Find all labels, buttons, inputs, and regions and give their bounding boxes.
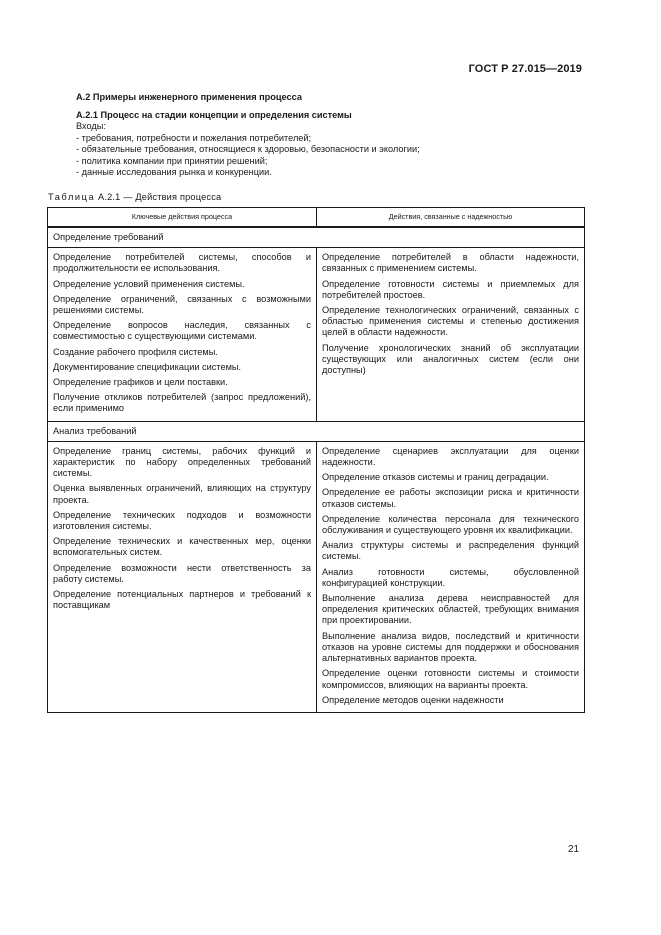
section-heading: А.2 Примеры инженерного применения процесса xyxy=(76,92,302,102)
list-item: Создание рабочего профиля системы. xyxy=(53,346,218,357)
list-item: Анализ готовности системы, обусловленной конфигурацией конструкции. xyxy=(322,566,579,588)
table-row xyxy=(48,248,585,421)
list-item: - обязательные требования, относящиеся к здоровью, безопасности и экологии; xyxy=(76,144,420,154)
list-item: - требования, потребности и пожелания потребителей; xyxy=(76,132,312,143)
section-title-requirements-analysis: Анализ требований xyxy=(48,421,585,441)
table-row xyxy=(48,441,585,712)
table-section-row xyxy=(48,421,585,441)
table-caption-title: А.2.1 — Действия процесса xyxy=(95,192,222,202)
key-actions-cell xyxy=(48,248,317,421)
reliability-actions-cell xyxy=(317,441,585,712)
list-item: Определение готовности системы и приемлемых для потребителей простоев. xyxy=(322,278,579,300)
list-item: Определение отказов системы и границ деградации. xyxy=(322,472,549,483)
list-item: Определение технических подходов и возможности изготовления системы. xyxy=(53,509,311,532)
list-item: Оценка выявленных ограничений, влияющих на структуру проекта. xyxy=(53,483,311,505)
inputs-label: Входы: xyxy=(76,121,106,131)
list-item: Определение ограничений, связанных с возможными решениями системы. xyxy=(53,293,311,316)
list-item: Получение откликов потребителей (запрос предложений), если применимо xyxy=(53,392,311,414)
list-item: Определение сценариев эксплуатации для оценки надежности. xyxy=(322,445,579,468)
section-title-requirements-definition: Определение требований xyxy=(48,227,585,248)
list-item: Определение границ системы, рабочих функций и характеристик по набору определенных требований системы. xyxy=(53,445,311,479)
process-actions-table xyxy=(47,207,585,713)
list-item: Определение оценки готовности системы и стоимости компромиссов, влияющих на варианты проекта. xyxy=(322,668,579,690)
list-item: Определение вопросов наследия, связанных с совместимостью с существующими системами. xyxy=(53,320,311,342)
list-item: Определение графиков и цели поставки. xyxy=(53,377,228,388)
list-item: Определение количества персонала для технического обслуживания и существующего уровня их квалификации. xyxy=(322,513,579,536)
subsection-heading: А.2.1 Процесс на стадии концепции и определения системы xyxy=(76,109,352,120)
table-caption-prefix: Таблица xyxy=(48,192,96,202)
list-item: Определение технологических ограничений, связанных с областью применения системы и степенью достижения целей в области надежности. xyxy=(322,305,579,338)
list-item: Определение возможности нести ответственность за работу системы. xyxy=(53,562,311,584)
list-item: Определение ее работы экспозиции риска и критичности отказов системы. xyxy=(322,487,579,509)
list-item: Определение потребителей системы, способов и продолжительности ее использования. xyxy=(53,252,311,274)
list-item: Определение условий применения системы. xyxy=(53,278,245,289)
list-item: - политика компании при принятии решений; xyxy=(76,155,268,166)
list-item: Получение хронологических знаний об эксплуатации существующих или аналогичных систем (если они доступны) xyxy=(322,342,579,376)
column-header-reliability-actions: Действия, связанные с надежностью xyxy=(317,208,585,228)
document-standard-code: ГОСТ Р 27.015—2019 xyxy=(468,63,582,75)
list-item: Определение методов оценки надежности xyxy=(322,694,504,705)
table-section-row xyxy=(48,227,585,248)
list-item: Анализ структуры системы и распределения функций системы. xyxy=(322,540,579,562)
section-body xyxy=(76,92,584,179)
table-header-row xyxy=(48,208,585,228)
reliability-actions-cell xyxy=(317,248,585,421)
column-header-key-actions: Ключевые действия процесса xyxy=(48,208,317,228)
list-item: Выполнение анализа видов, последствий и критичности отказов на уровне системы для поддержки и обоснования альтернативных вариантов проекта. xyxy=(322,630,579,664)
list-item: Определение технических и качественных мер, оценки вспомогательных систем. xyxy=(53,536,311,558)
list-item: Определение потенциальных партнеров и требований к поставщикам xyxy=(53,589,311,611)
list-item: Документирование спецификации системы. xyxy=(53,361,242,372)
key-actions-cell xyxy=(48,441,317,712)
table-caption xyxy=(48,192,221,202)
list-item: Определение потребителей в области надежности, связанных с применением системы. xyxy=(322,252,579,274)
page-number: 21 xyxy=(568,844,580,855)
list-item: Выполнение анализа дерева неисправностей для определения критических областей, требующих внимания при проектировании. xyxy=(322,593,579,626)
list-item: - данные исследования рынка и конкуренции. xyxy=(76,167,272,177)
